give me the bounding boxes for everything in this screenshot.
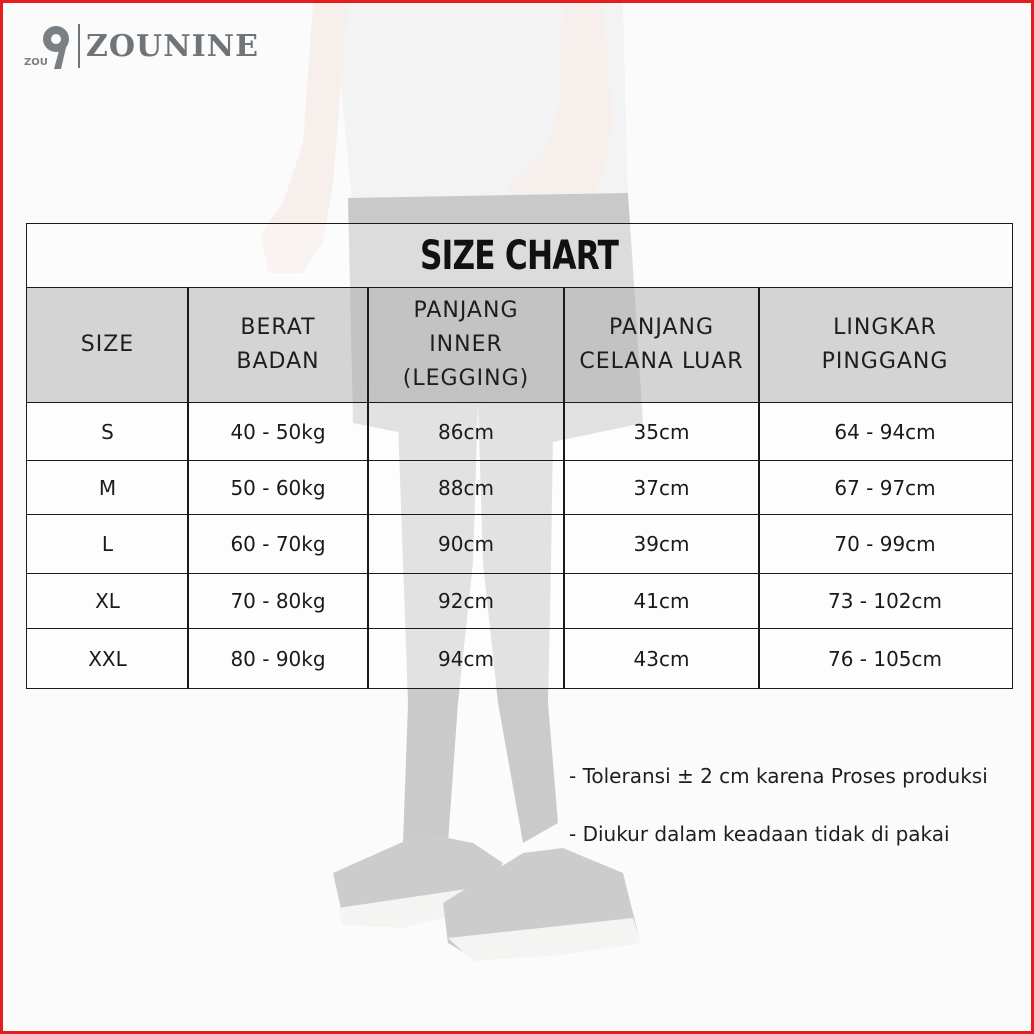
cell-size: L [101,532,114,556]
table-row [27,574,1012,629]
table-row [27,515,1012,574]
cell-berat-badan: 70 - 80kg [230,589,326,613]
cell-size: XL [95,589,120,613]
column-divider [187,288,189,688]
cell-panjang-inner: 94cm [438,646,494,671]
cell-panjang-celana-luar: 41cm [633,589,690,613]
column-divider [367,288,369,688]
cell-berat-badan: 80 - 90kg [230,646,326,671]
column-divider [758,288,760,688]
brand-logo [23,21,259,71]
cell-panjang-celana-luar: 37cm [633,475,690,500]
size-chart-title: SIZE CHART [420,232,619,279]
table-row [27,629,1012,688]
cell-panjang-celana-luar: 39cm [633,532,690,556]
note-tolerance: - Toleransi ± 2 cm karena Proses produksi [569,764,988,788]
cell-panjang-inner: 88cm [438,475,494,500]
cell-panjang-celana-luar: 35cm [633,419,690,444]
cell-lingkar-pinggang: 73 - 102cm [827,589,943,613]
header-berat-badan: BERAT BADAN [236,315,320,374]
size-chart-title-row [27,224,1012,288]
note-measurement: - Diukur dalam keadaan tidak di pakai [569,822,950,846]
cell-size: S [101,419,114,444]
column-divider [563,288,565,688]
table-row [27,403,1012,461]
cell-berat-badan: 60 - 70kg [230,532,326,556]
header-panjang-celana-luar: PANJANG CELANA LUAR [579,315,744,374]
brand-name: ZOUNINE [86,28,259,64]
header-size: SIZE [80,332,135,357]
table-header-row [27,288,1012,403]
cell-size: XXL [88,646,127,671]
cell-panjang-celana-luar: 43cm [633,646,690,671]
zounine-logo-icon [23,21,75,71]
header-panjang-inner: PANJANG INNER (LEGGING) [402,298,530,391]
header-lingkar-pinggang: LINGKAR PINGGANG [821,315,949,374]
cell-panjang-inner: 86cm [438,419,494,444]
cell-berat-badan: 50 - 60kg [230,475,326,500]
cell-lingkar-pinggang: 67 - 97cm [834,475,936,500]
logo-divider [78,24,80,68]
cell-size: M [98,475,117,500]
table-row [27,461,1012,515]
size-chart-table [26,223,1013,689]
notes [569,761,988,877]
cell-berat-badan: 40 - 50kg [230,419,326,444]
cell-lingkar-pinggang: 64 - 94cm [834,419,936,444]
cell-panjang-inner: 90cm [438,532,494,556]
svg-text:ZOU: ZOU [24,57,48,68]
cell-lingkar-pinggang: 76 - 105cm [827,646,943,671]
cell-lingkar-pinggang: 70 - 99cm [834,532,936,556]
cell-panjang-inner: 92cm [438,589,494,613]
